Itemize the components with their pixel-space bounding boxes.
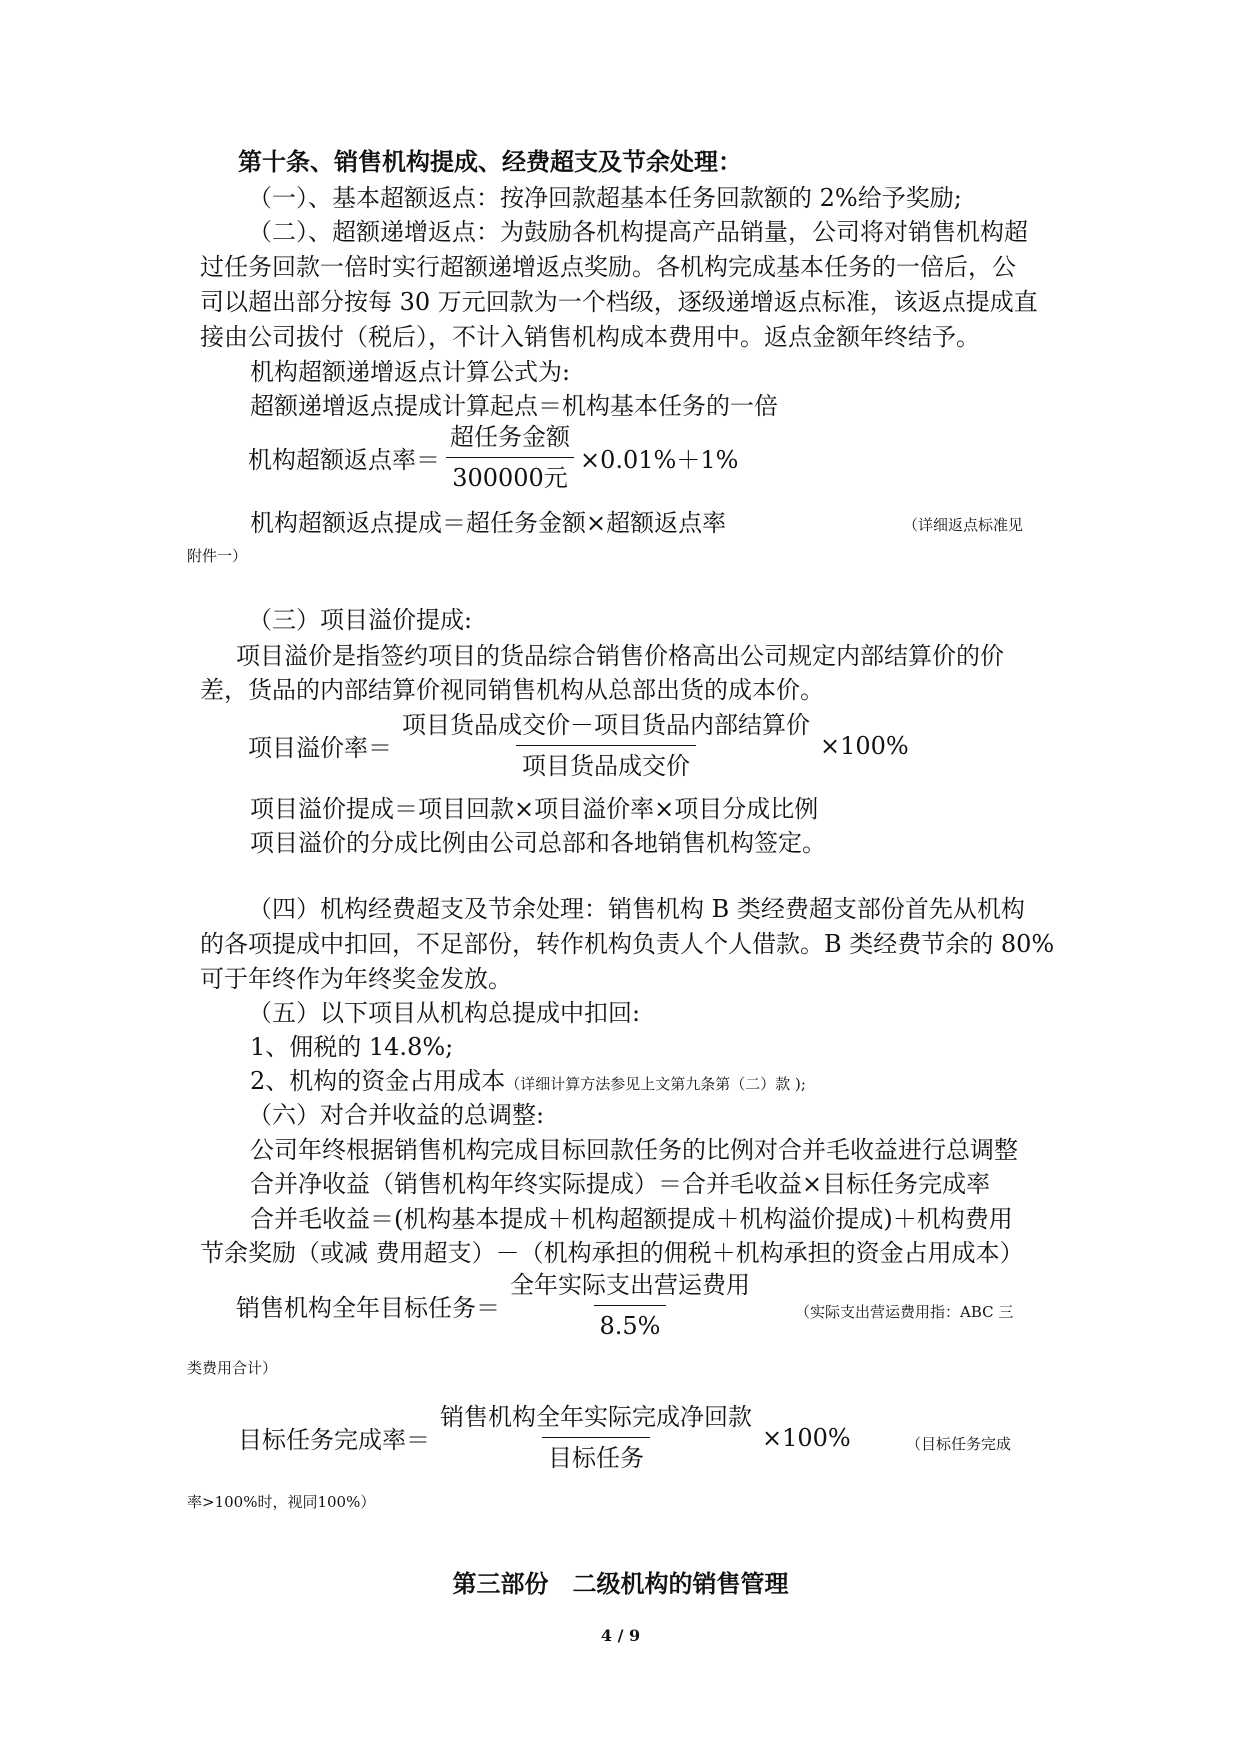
premium-share-text: 项目溢价的分成比例由公司总部和各地销售机构签定。	[250, 829, 826, 857]
item-2-line-4: 接由公司拔付（税后），不计入销售机构成本费用中。返点金额年终结予。	[200, 323, 980, 351]
article-title: 第十条、销售机构提成、经费超支及节余处理：	[238, 147, 742, 176]
item-4-line-2: 的各项提成中扣回，不足部份，转作机构负责人个人借款。B 类经费节余的 80%	[200, 930, 1055, 958]
formula-lhs: 目标任务完成率＝	[238, 1426, 430, 1454]
fraction	[444, 420, 576, 495]
item-4-line-3: 可于年终作为年终奖金发放。	[200, 965, 512, 993]
item-2-line-1: （二）、超额递增返点：为鼓励各机构提高产品销量，公司将对销售机构超	[248, 218, 1028, 246]
rebate-note: （详细返点标准见	[903, 516, 1024, 534]
item-6-title: （六）对合并收益的总调整:	[248, 1101, 545, 1129]
fraction-numerator: 项目货品成交价－项目货品内部结算价	[402, 711, 810, 739]
formula-lhs: 项目溢价率＝	[248, 734, 392, 762]
fraction-denominator: 目标任务	[542, 1437, 650, 1475]
part-3-heading: 第三部份 二级机构的销售管理	[452, 1569, 789, 1598]
rebate-calc-text: 机构超额返点提成＝超任务金额×超额返点率	[250, 509, 727, 537]
item-3-line-2: 差，货品的内部结算价视同销售机构从总部出货的成本价。	[200, 676, 824, 704]
formula-completion-rate	[238, 1400, 851, 1475]
formula-rhs: ×0.01%＋1%	[580, 446, 739, 474]
item-6-line-4: 节余奖励（或减 费用超支）－（机构承担的佣税＋机构承担的资金占用成本）	[200, 1239, 1024, 1267]
item-5-title: （五）以下项目从机构总提成中扣回:	[248, 999, 641, 1027]
formula-premium-rate	[248, 708, 909, 783]
item-2-line-3: 司以超出部分按每 30 万元回款为一个档级，逐级递增返点标准，该返点提成直	[200, 288, 1038, 316]
formula-3-note: （实际支出营运费用指：ABC 三	[795, 1303, 1014, 1321]
page-number: 4 / 9	[600, 1626, 641, 1645]
formula-rhs: ×100%	[820, 731, 909, 760]
item-6-line-1: 公司年终根据销售机构完成目标回款任务的比例对合并毛收益进行总调整	[250, 1136, 1018, 1164]
formula-lhs: 销售机构全年目标任务＝	[236, 1294, 500, 1322]
fraction-numerator: 全年实际支出营运费用	[510, 1271, 750, 1299]
fraction-denominator: 8.5%	[594, 1305, 667, 1343]
formula-rhs: ×100%	[762, 1423, 851, 1452]
fraction-numerator: 超任务金额	[450, 423, 570, 451]
premium-calc-text: 项目溢价提成＝项目回款×项目溢价率×项目分成比例	[250, 795, 819, 823]
item-5-1: 1、佣税的 14.8%;	[250, 1033, 454, 1061]
item-2-line-2: 过任务回款一倍时实行超额递增返点奖励。各机构完成基本任务的一倍后，公	[200, 253, 1016, 281]
item-4-line-1: （四）机构经费超支及节余处理：销售机构 B 类经费超支部份首先从机构	[248, 895, 1025, 923]
item-5-2	[250, 1065, 806, 1100]
formula-annual-target	[236, 1268, 760, 1343]
item-3-line-1: 项目溢价是指签约项目的货品综合销售价格高出公司规定内部结算价的价	[236, 642, 1004, 670]
fraction-denominator: 项目货品成交价	[516, 745, 696, 783]
fraction	[504, 1268, 756, 1343]
fraction	[434, 1400, 758, 1475]
item-5-2-text: 2、机构的资金占用成本	[250, 1067, 506, 1095]
fraction	[396, 708, 816, 783]
formula-lhs: 机构超额返点率＝	[248, 446, 440, 474]
formula-3-note-cont: 类费用合计）	[187, 1359, 278, 1377]
fraction-denominator: 300000元	[446, 457, 574, 495]
item-1-basic-rebate: （一）、基本超额返点：按净回款超基本任务回款额的 2%给予奖励;	[248, 184, 962, 212]
formula-intro: 机构超额递增返点计算公式为:	[250, 358, 571, 386]
formula-4-note: （目标任务完成	[906, 1435, 1012, 1453]
item-5-2-note: （详细计算方法参见上文第九条第（二）款 );	[505, 1075, 806, 1093]
formula-4-note-cont: 率>100%时，视同100%）	[187, 1493, 376, 1511]
item-6-line-3: 合并毛收益＝(机构基本提成＋机构超额提成＋机构溢价提成)＋机构费用	[250, 1205, 1013, 1233]
item-6-line-2: 合并净收益（销售机构年终实际提成）＝合并毛收益×目标任务完成率	[250, 1170, 991, 1198]
fraction-numerator: 销售机构全年实际完成净回款	[440, 1403, 752, 1431]
start-point-text: 超额递增返点提成计算起点＝机构基本任务的一倍	[250, 392, 778, 420]
item-3-title: （三）项目溢价提成:	[248, 606, 473, 634]
formula-rebate-rate	[248, 420, 738, 495]
rebate-note-cont: 附件一）	[187, 547, 248, 565]
